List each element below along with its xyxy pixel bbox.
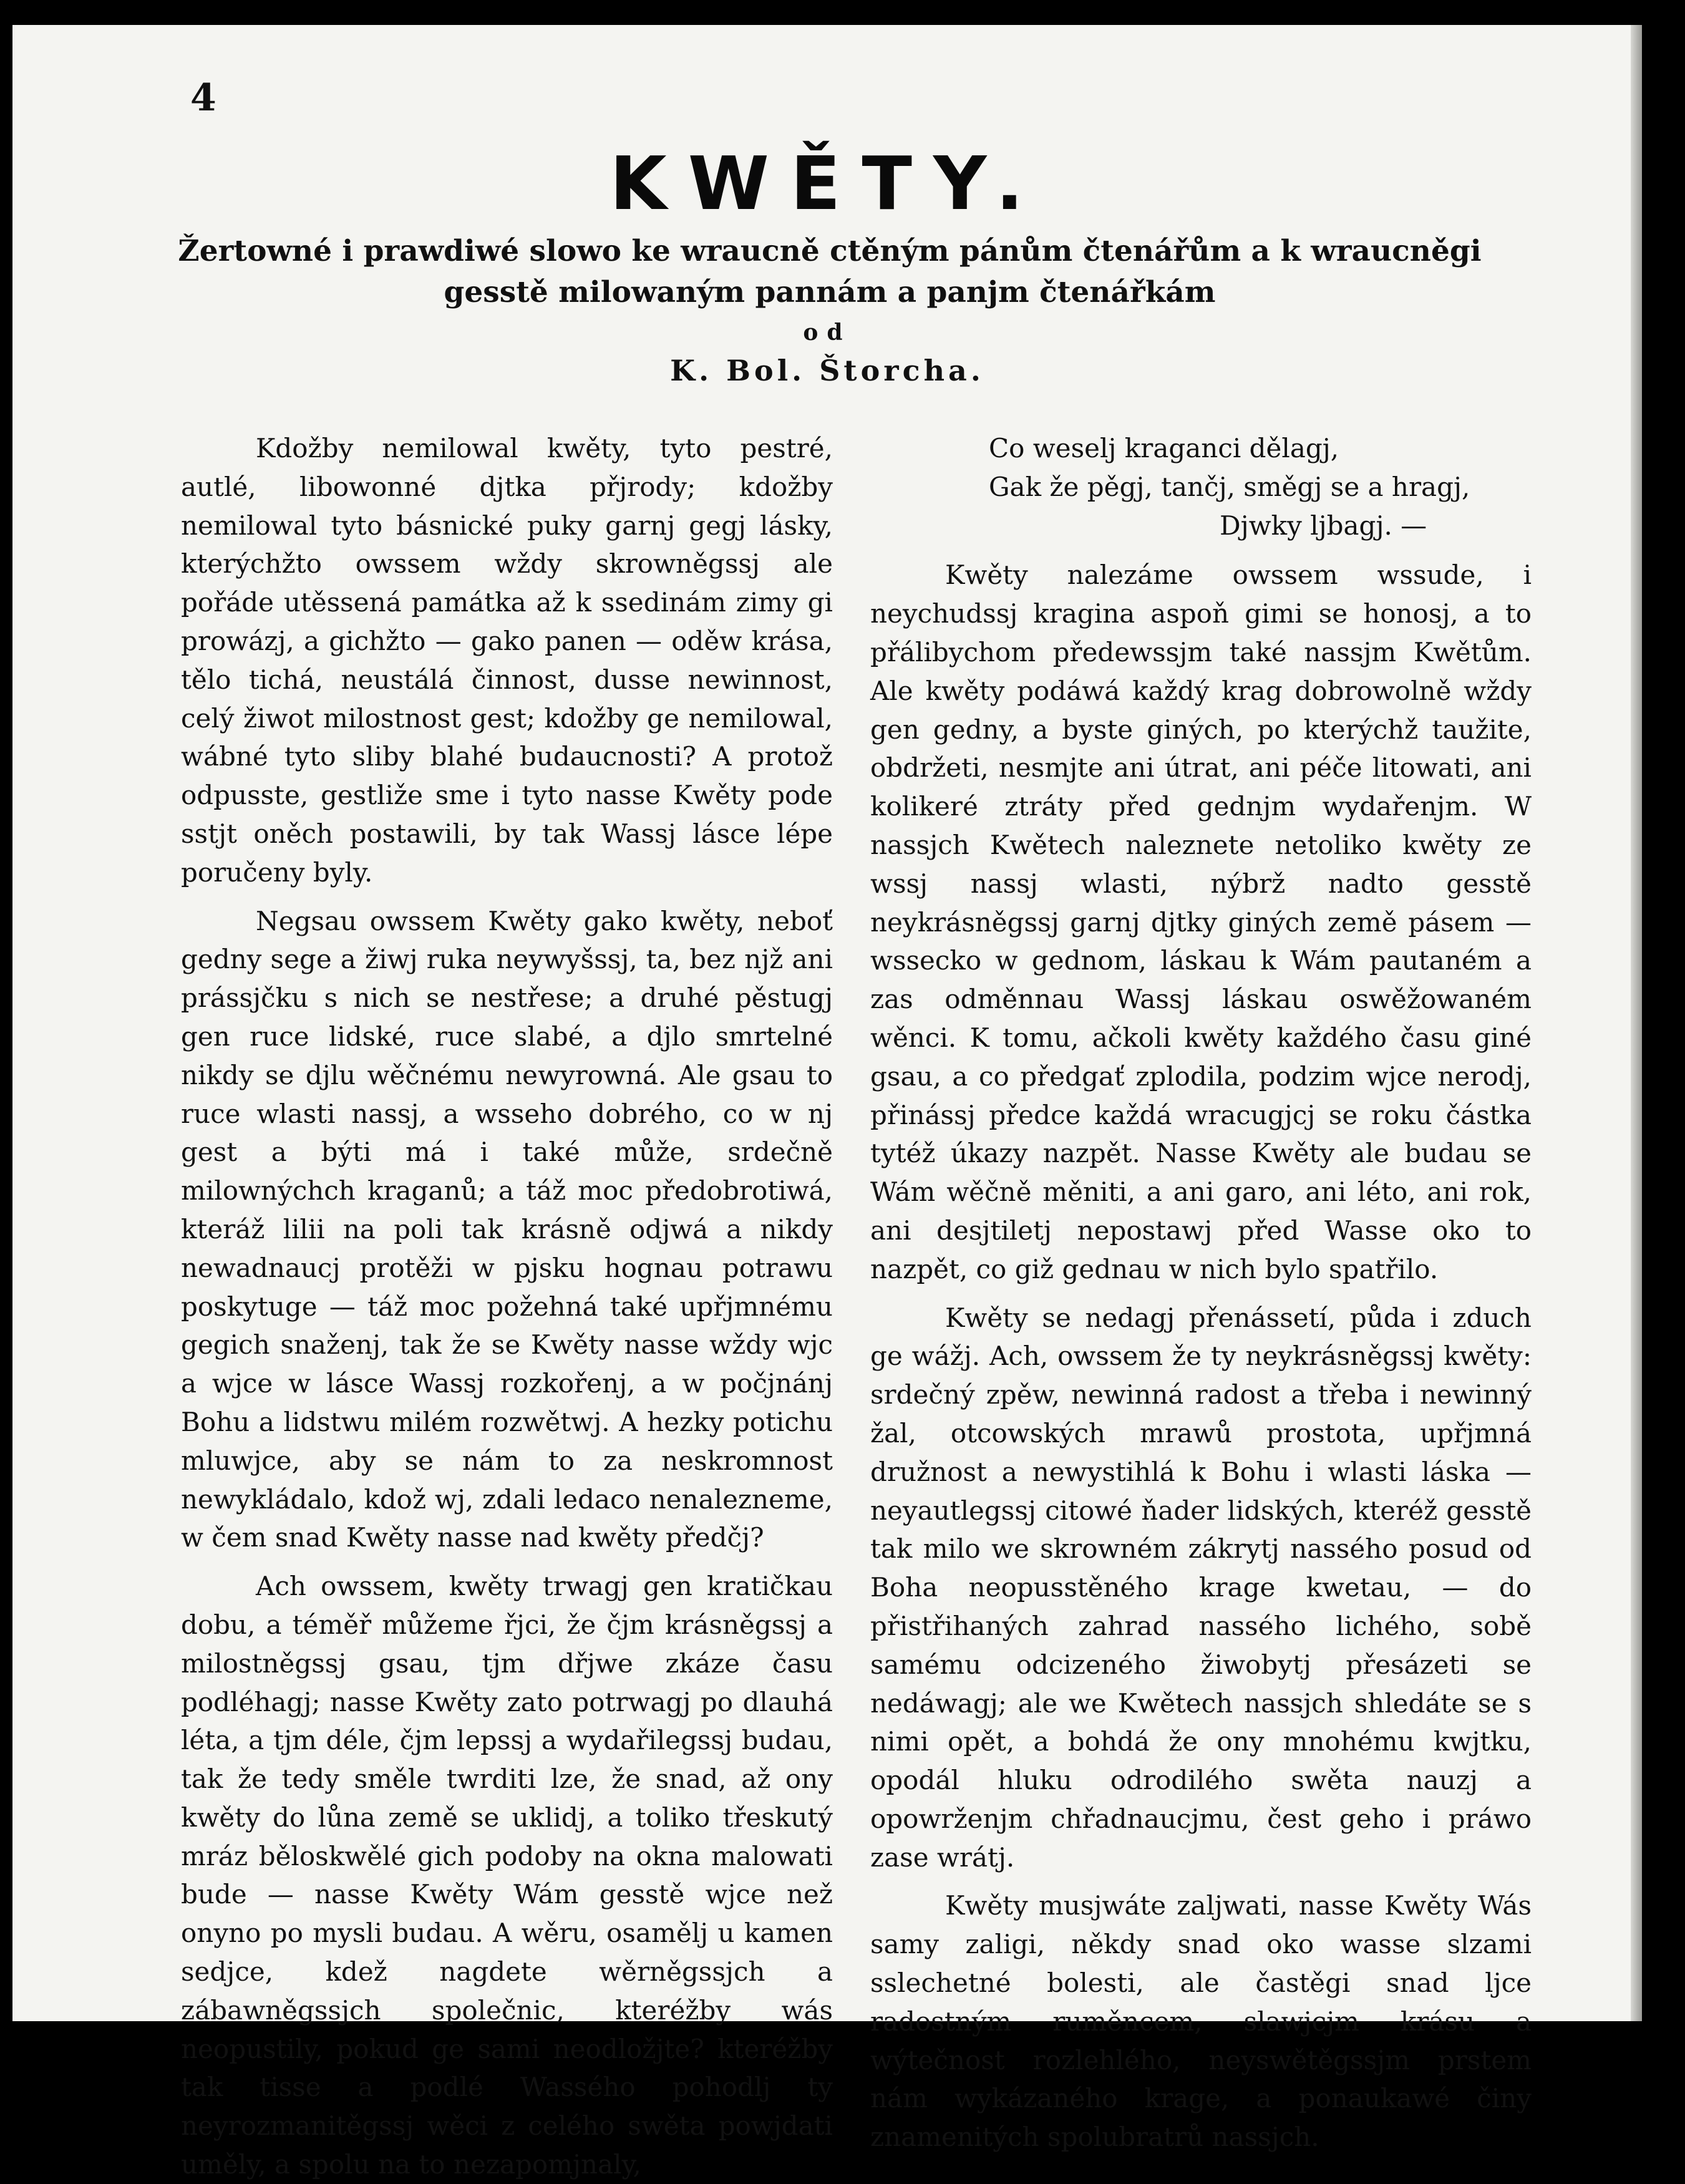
paragraph: Ach owssem, kwěty trwagj gen kratičkau dobu, a téměř můžeme řjci, že čjm krásněgssj a milostněgssj gsau, tjm dřjwe zkáze času podléhagj; nasse Kwěty zato potrwagj po dlauhá léta, a tjm déle, čjm lepssj a wydařilegssj budau, tak že tedy směle twrditi lze, že snad, až ony kwěty do lůna země se uklidj, a toliko třeskutý mráz běloskwělé gich podoby na okna malowati bude — nasse Kwěty Wám gesstě wjce než onyno po mysli budau. A wěru, osamělj u kamen sedjce, kdež nagdete wěrněgssjch a zábawněgssjch společnic, kteréžby wás neopustily, pokud ge sami neodložjte? kteréžby tak tisse a podlé Wassého pohodlj ty neyrozmanitěgssj wěci z celého swěta powjdati uměly, a spolu na to nezapomjnaly, bbox=[181, 1571, 833, 2180]
poem-line: Gak že pěgj, tančj, směgj se a hragj, bbox=[989, 471, 1470, 502]
poem-line: Djwky ljbagj. — bbox=[1220, 510, 1427, 541]
article-subtitle: Žertowné i prawdiwé slowo ke wraucně ctěným pánům čtenářům a k wraucněgi gesstě milowaným pannám a panjm čtenářkám bbox=[178, 234, 1482, 309]
paragraph: Kwěty musjwáte zaljwati, nasse Kwěty Wás samy zaligi, někdy snad oko wasse slzami sslechetné bolesti, ale častěgi snad ljce radostným ruměncem, slawjcjm krásu a wýtečnost rozlehlého, neyswětěgssjm prstem nám wykázaného krage, a ponaukawé činy znamenitých spolubratrů nassjch. bbox=[870, 1890, 1532, 2153]
right-column bbox=[870, 429, 1532, 2157]
poem-line: Co weselj kraganci dělagj, bbox=[989, 433, 1339, 463]
article-title: KWĚTY. bbox=[609, 140, 1045, 226]
byline-prefix: od bbox=[803, 319, 852, 346]
page-number: 4 bbox=[190, 76, 216, 120]
document-page bbox=[12, 25, 1642, 2180]
byline-author: K. Bol. Štorcha. bbox=[670, 354, 984, 387]
paragraph: Negsau owssem Kwěty gako kwěty, neboť gedny sege a žiwj ruka neywyšssj, ta, bez njž ani prássjčku s nich se nestřese; a druhé pěstugj gen ruce lidské, ruce slabé, a djlo smrtelné nikdy se djlu wěčnému newyrowná. Ale gsau to ruce wlasti nassj, a wsseho dobrého, co w nj gest a býti má i také může, srdečně milownýchch kraganů; a táž moc předobrotiwá, kteráž lilii na poli tak krásně odjwá a nikdy newadnaucj protěži w pjsku hognau potrawu poskytuge — táž moc požehná také upřjmnému gegich snaženj, tak že se Kwěty nasse wždy wjc a wjce w lásce Wassj rozkořenj, a w počjnánj Bohu a lidstwu milém rozwětwj. A hezky potichu mluwjce, aby se nám to za neskromnost newykládalo, kdož wj, zdali ledaco nenalezneme, w čem snad Kwěty nasse nad kwěty předčj? bbox=[181, 905, 833, 1553]
paragraph: Kdožby nemilowal kwěty, tyto pestré, autlé, libowonné djtka přjrody; kdožby nemilowal tyto básnické puky garnj gegj lásky, kterýchžto owssem wždy skrowněgssj ale pořáde utěssená památka až k ssedinám zimy gi prowázj, a gichžto — gako panen — oděw krása, tělo tichá, neustálá činnost, dusse newinnost, celý žiwot milostnost gest; kdožby ge nemilowal, wábné tyto sliby blahé budaucnosti? A protož odpusste, gestliže sme i tyto nasse Kwěty pode sstjt oněch postawili, by tak Wassj lásce lépe poručeny byly. bbox=[181, 433, 833, 888]
paragraph: Kwěty nalezáme owssem wssude, i neychudssj kragina aspoň gimi se honosj, a to přálibychom předewssjm také nassjm Kwětům. Ale kwěty podáwá každý krag dobrowolně wždy gen gedny, a byste giných, po kterýchž taužite, obdržeti, nesmjte ani útrat, ani péče litowati, ani kolikeré ztráty před gednjm wydařenjm. W nassjch Kwětech naleznete netoliko kwěty ze wssj nassj wlasti, nýbrž nadto gesstě neykrásněgssj garnj djtky giných země pásem — wssecko w gednom, láskau k Wám pautaném a zas odměnnau Wassj láskau oswěžowaném wěnci. K tomu, ačkoli kwěty každého času giné gsau, a co předgať zplodila, podzim wjce nerodj, přinássj předce každá wracugjcj se roku částka tytéž úkazy nazpět. Nasse Kwěty ale budau se Wám wěčně měniti, a ani garo, ani léto, ani rok, ani desjtiletj nepostawj před Wasse oko to nazpět, co giž gednau w nich bylo spatřilo. bbox=[870, 560, 1532, 1284]
left-column bbox=[181, 429, 833, 2184]
poem-verse bbox=[870, 429, 1532, 545]
paragraph: Kwěty se nedagj přenássetí, půda i zduch ge wážj. Ach, owssem že ty neykrásněgssj kwěty: srdečný zpěw, newinná radost a třeba i newinný žal, otcowských mrawů prostota, upřjmná družnost a newystihlá k Bohu i wlasti láska — neyautlegssj citowé ňader lidských, kteréž gesstě tak milo we skrowném zákrytj nassého posud od Boha neopusstěného krage kwetau, — do přistřihaných zahrad nassého lichého, sobě samému odcizeného žiwobytj přesázeti se nedáwagj; ale we Kwětech nassjch shledáte se s nimi opět, a bohdá že ony mnohému kwjtku, opodál hluku odrodilého swěta nauzj a opowrženjm chřadnaucjmu, čest geho i práwo zase wrátj. bbox=[870, 1302, 1532, 1873]
page-edge-shadow bbox=[1631, 25, 1642, 2021]
